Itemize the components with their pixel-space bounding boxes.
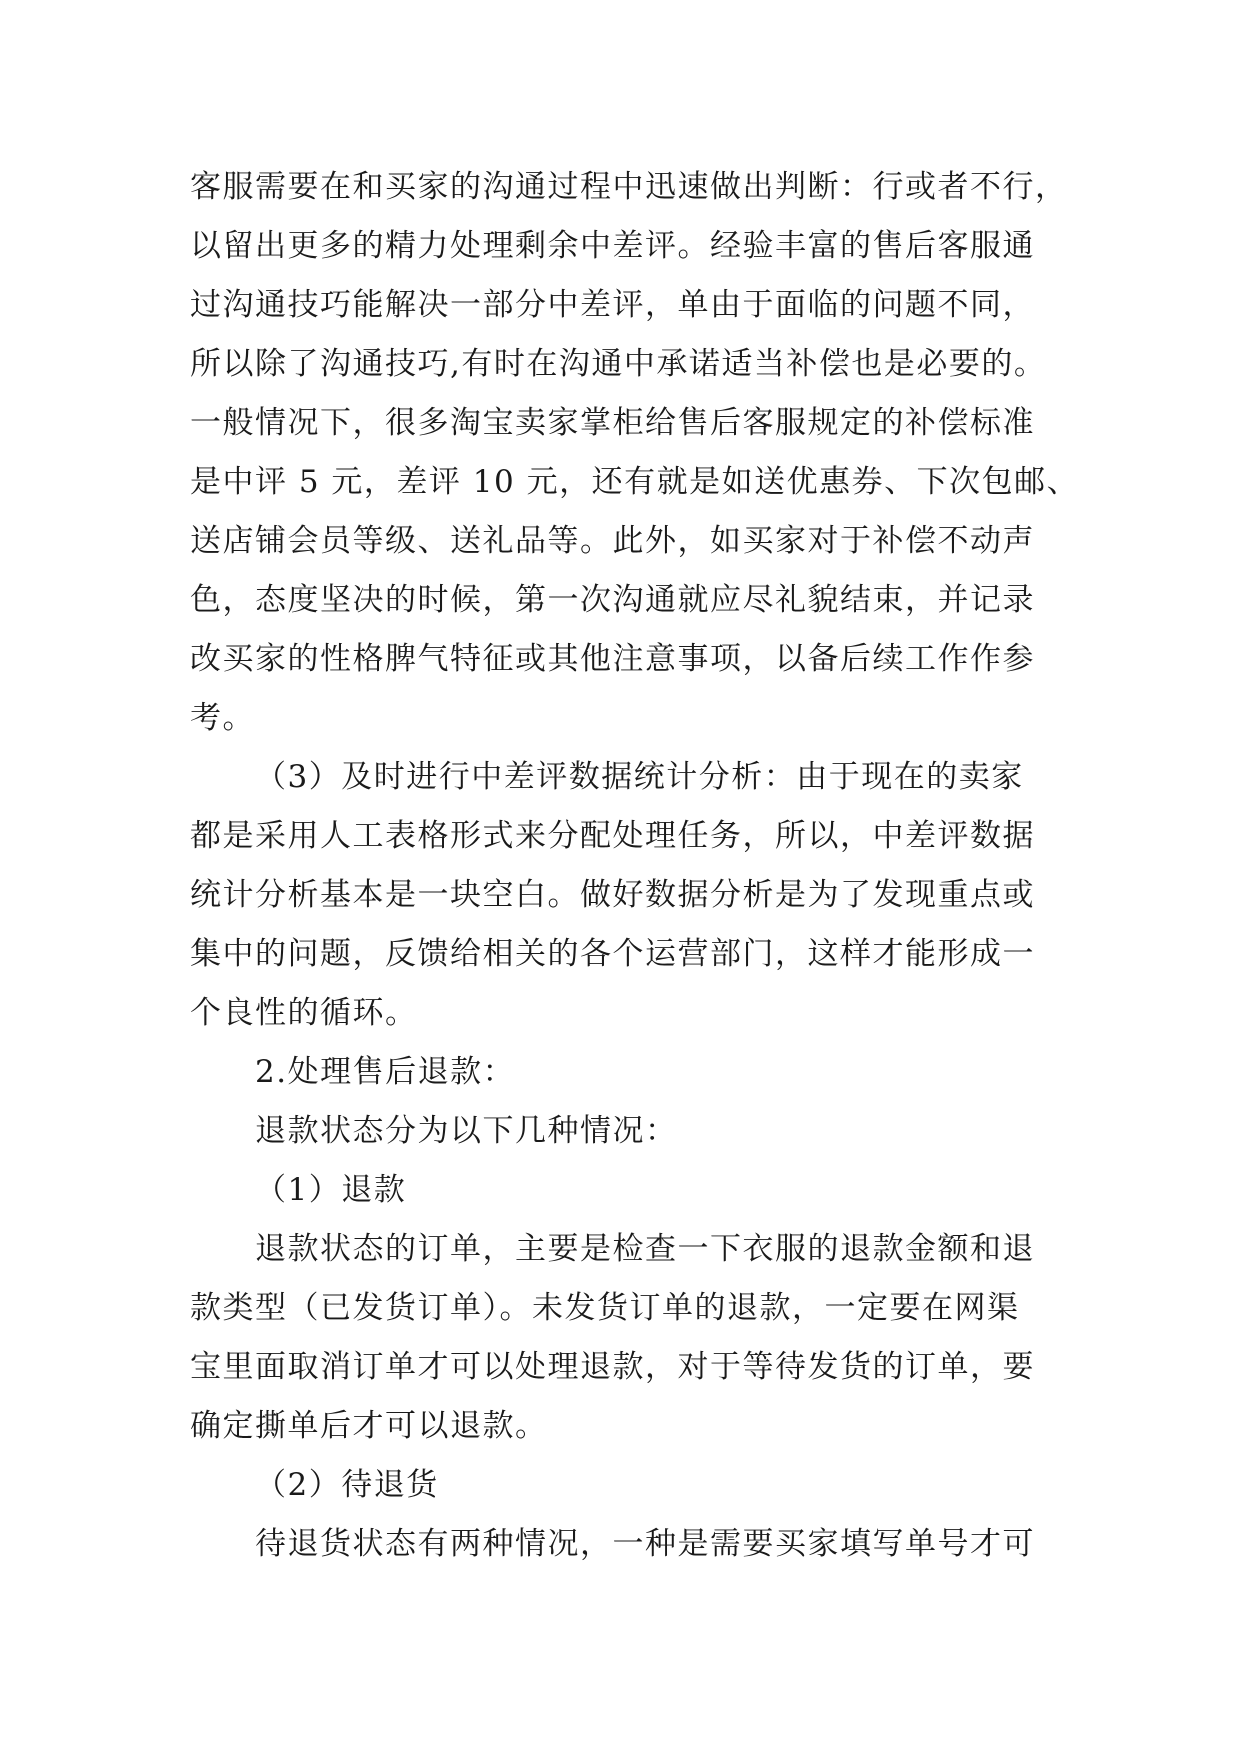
text-line: 考。 — [190, 700, 255, 736]
text-line: 退款状态分为以下几种情况： — [255, 1113, 678, 1149]
text-line: 统计分析基本是一块空白。做好数据分析是为了发现重点或 — [190, 877, 1035, 913]
text-line: 都是采用人工表格形式来分配处理任务，所以，中差评数据 — [190, 818, 1035, 854]
text-line: 待退货状态有两种情况，一种是需要买家填写单号才可 — [255, 1526, 1035, 1562]
text-line: 以留出更多的精力处理剩余中差评。经验丰富的售后客服通 — [190, 228, 1035, 264]
section-heading: （3）及时进行中差评数据统计分析：由于现在的卖家 — [255, 759, 1024, 795]
text-line: 确定撕单后才可以退款。 — [190, 1408, 548, 1444]
section-heading: （1）退款 — [255, 1172, 407, 1208]
text-line: 改买家的性格脾气特征或其他注意事项，以备后续工作作参 — [190, 641, 1035, 677]
text-line: 客服需要在和买家的沟通过程中迅速做出判断：行或者不行， — [190, 169, 1068, 205]
text-line: 色，态度坚决的时候，第一次沟通就应尽礼貌结束，并记录 — [190, 582, 1035, 618]
text-line: 款类型（已发货订单）。未发货订单的退款，一定要在网渠 — [190, 1290, 1020, 1326]
section-heading: （2）待退货 — [255, 1467, 439, 1503]
text-line: 宝里面取消订单才可以处理退款，对于等待发货的订单，要 — [190, 1349, 1035, 1385]
text-line: 个良性的循环。 — [190, 995, 418, 1031]
section-heading: 2.处理售后退款： — [255, 1054, 516, 1090]
text-line: 退款状态的订单，主要是检查一下衣服的退款金额和退 — [255, 1231, 1035, 1267]
text-line: 集中的问题，反馈给相关的各个运营部门，这样才能形成一 — [190, 936, 1035, 972]
text-line: 所以除了沟通技巧,有时在沟通中承诺适当补偿也是必要的。 — [190, 346, 1047, 382]
text-line: 过沟通技巧能解决一部分中差评，单由于面临的问题不同， — [190, 287, 1035, 323]
text-line: 一般情况下，很多淘宝卖家掌柜给售后客服规定的补偿标准 — [190, 405, 1035, 441]
text-line: 是中评 5 元，差评 10 元，还有就是如送优惠券、下次包邮、 — [190, 464, 1080, 500]
text-line: 送店铺会员等级、送礼品等。此外，如买家对于补偿不动声 — [190, 523, 1035, 559]
